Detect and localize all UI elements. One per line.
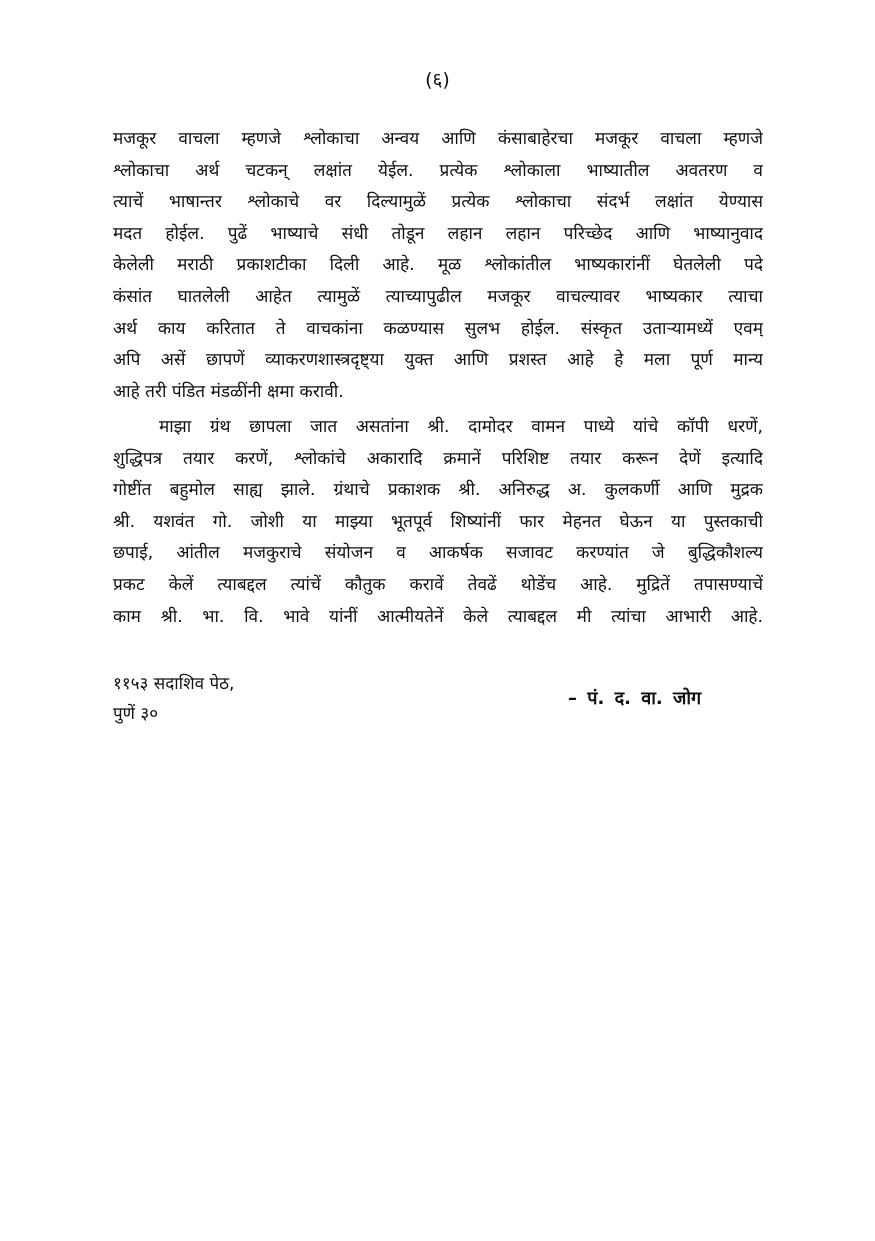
address-line-1: ११५३ सदाशिव पेठ, (113, 674, 235, 694)
text-line: श्लोकाचा अर्थ चटकन् लक्षांत येईल. प्रत्येक श्लोकाला भाष्यातील अवतरण व (113, 160, 763, 181)
text-line: अपि असें छापणें व्याकरणशास्त्रदृष्ट्या युक्त आणि प्रशस्त आहे हे मला पूर्ण मान्य (113, 350, 763, 371)
text-line: शुद्धिपत्र तयार करणें, श्लोकांचे अकारादि क्रमानें परिशिष्ट तयार करून देणें इत्यादि (113, 448, 763, 469)
text-line: गोष्टींत बहुमोल साह्य झाले. ग्रंथाचे प्रकाशक श्री. अनिरुद्ध अ. कुलकर्णी आणि मुद्रक (113, 480, 763, 501)
text-line: प्रकट केलें त्याबद्दल त्यांचें कौतुक करावें तेवढें थोडेंच आहे. मुद्रितें तपासण्याचें (113, 574, 763, 595)
text-line: छपाई, आंतील मजकुराचे संयोजन व आकर्षक सजावट करण्यांत जे बुद्धिकौशल्य (113, 543, 763, 564)
text-line: मजकूर वाचला म्हणजे श्लोकाचा अन्वय आणि कंसाबाहेरचा मजकूर वाचला म्हणजे (113, 129, 763, 149)
page-number: (६) (425, 69, 450, 91)
text-line: केलेली मराठी प्रकाशटीका दिली आहे. मूळ श्लोकांतील भाष्यकारांनीं घेतलेली पदे (113, 255, 763, 276)
text-line: माझा ग्रंथ छापला जात असतांना श्री. दामोदर वामन पाध्ये यांचे कॉपी धरणें, (159, 417, 763, 437)
paragraph-2 (113, 412, 763, 633)
text-line: कंसांत घातलेली आहेत त्यामुळें त्याच्यापुढील मजकूर वाचल्यावर भाष्यकार त्याचा (113, 286, 763, 307)
text-line: मदत होईल. पुढें भाष्याचे संधी तोडून लहान लहान परिच्छेद आणि भाष्यानुवाद (113, 223, 763, 244)
text-line: अर्थ काय करितात ते वाचकांना कळण्यास सुलभ होईल. संस्कृत उतार्‍यामध्यें एवम् (113, 318, 763, 339)
text-line: त्याचें भाषान्तर श्लोकाचे वर दिल्यामुळें प्रत्येक श्लोकाचा संदर्भ लक्षांत येण्यास (113, 192, 763, 213)
author-signature: – पं. द. वा. जोग (568, 688, 702, 709)
text-line: आहे तरी पंडित मंडळींनी क्षमा करावी. (113, 381, 344, 402)
author-address (113, 669, 234, 729)
address-line-2: पुणें ३० (113, 704, 159, 724)
text-line: काम श्री. भा. वि. भावे यांनीं आत्मीयतेनें केले त्याबद्दल मी त्यांचा आभारी आहे. (113, 606, 763, 627)
text-line: श्री. यशवंत गो. जोशी या माझ्या भूतपूर्व शिष्यांनीं फार मेहनत घेऊन या पुस्तकाची (113, 511, 763, 532)
paragraph-1 (113, 124, 763, 408)
